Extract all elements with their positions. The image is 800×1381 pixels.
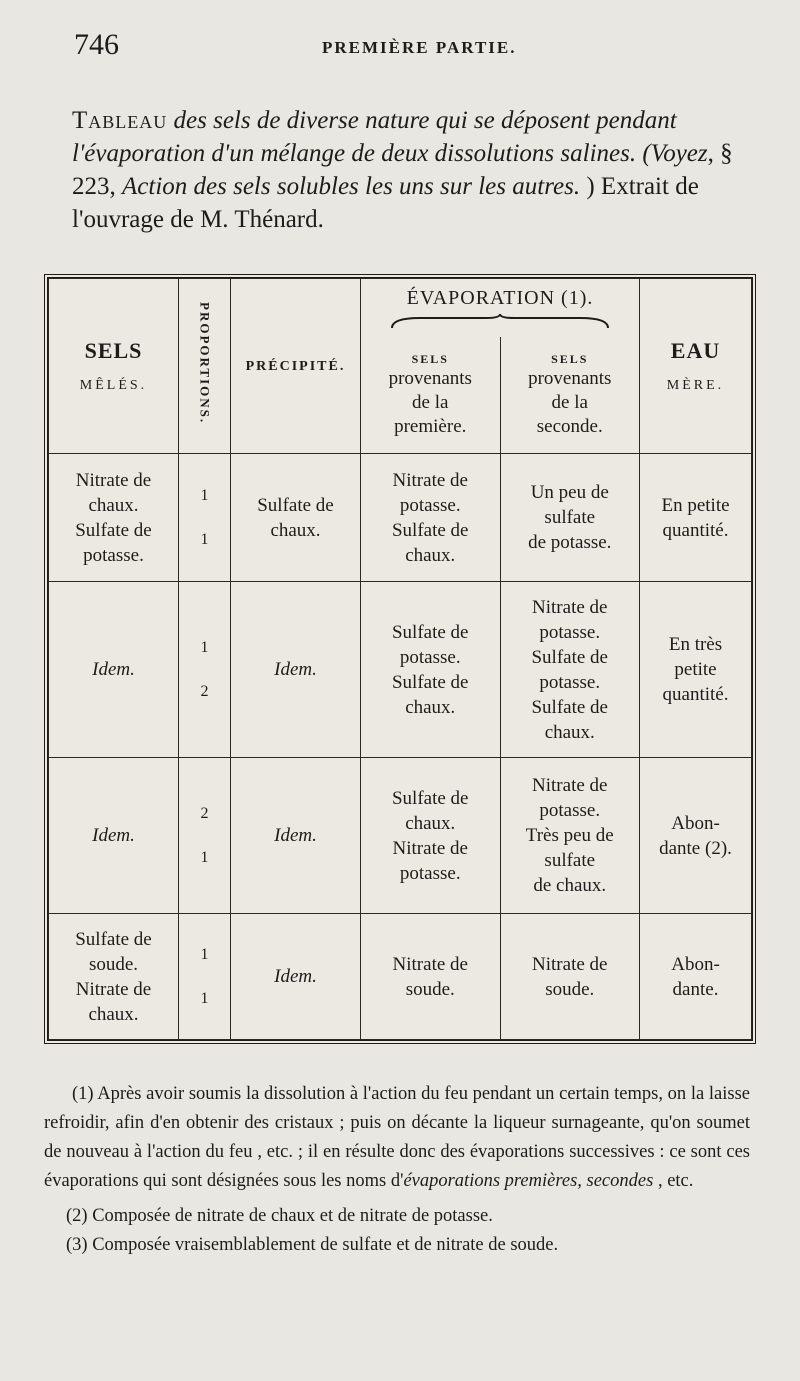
cell-precipite: Idem. [231,914,361,1040]
footnote-1-text: (1) Après avoir soumis la dissolution à l'action du feu pendant un certain temps, on la laisse refroidir, afin d'en obtenir des cristaux ; puis on décante la liqueur surnageante, qu'on soumet de nouveau à l'action du feu , etc. ; il en résulte donc des évaporations successives : ce sont ces évaporations qui sont désignées sous les noms d' [44,1084,750,1191]
cell-precipite: Idem. [231,758,361,914]
footnote-1-end: , etc. [653,1171,694,1191]
title-extract-credit: ) Extrait de l'ouvrage de M. Thénard. [72,173,699,233]
footnote-2: (2) Composée de nitrate de chaux et de nitrate de potasse. [66,1206,493,1226]
title-lead: Tableau [72,107,168,134]
header-meles-label: MÊLÉS. [79,378,148,393]
footnotes [44,1080,750,1260]
title-italic-part-1: des sels de diverse nature qui se déposent pendant l'évaporation d'un mélange de deux dissolutions salines. ( [72,107,677,167]
header-seconde-label: SELS [551,351,589,366]
header-premiere [361,337,501,454]
cell-seconde: Un peu de sulfate de potasse. [500,454,640,582]
header-precipite [231,279,361,454]
cell-precipite: Sulfate de chaux. [231,454,361,582]
cell-eau-mere: En petite quantité. [640,454,752,582]
table-row [49,454,752,582]
cell-seconde: Nitrate de potasse. Très peu de sulfate de chaux. [500,758,640,914]
cell-precipite: Idem. [231,582,361,758]
table-row [49,914,752,1040]
table-row [49,758,752,914]
header-mere-label: MÈRE. [666,378,725,393]
header-precipite-label: PRÉCIPITÉ. [245,359,346,374]
cell-sels: Idem. [49,582,179,758]
cell-proportions: 1 2 [179,582,231,758]
cell-premiere: Nitrate de soude. [361,914,501,1040]
brace-icon [390,314,610,330]
cell-proportions: 1 1 [179,454,231,582]
footnote-3: (3) Composée vraisemblablement de sulfate et de nitrate de soude. [66,1235,559,1255]
cell-seconde: Nitrate de soude. [500,914,640,1040]
header-proportions-label: PROPORTIONS. [197,302,213,425]
page-number: 746 [74,28,119,61]
title-voyez: Voyez [650,140,708,167]
title-section-ref: , § 223, [72,140,733,200]
table-header-row [49,279,752,338]
cell-sels: Idem. [49,758,179,914]
header-evaporation [361,279,640,338]
running-title: PREMIÈRE PARTIE. [322,38,517,57]
header-premiere-label: SELS [411,351,449,366]
footnote-1 [44,1080,750,1196]
cell-sels: Sulfate de soude. Nitrate de chaux. [49,914,179,1040]
cell-seconde: Nitrate de potasse. Sulfate de potasse. Sulfate de chaux. [500,582,640,758]
cell-premiere: Nitrate de potasse. Sulfate de chaux. [361,454,501,582]
header-seconde [500,337,640,454]
cell-proportions: 1 1 [179,914,231,1040]
header-evaporation-label: ÉVAPORATION (1). [406,286,594,309]
table-row [49,582,752,758]
table-title [72,104,762,236]
salts-table [48,278,752,1040]
running-head [70,28,760,64]
header-sels-label: SELS [84,338,143,363]
title-italic-part-2: Action des sels solubles les uns sur les autres. [122,173,581,200]
header-eau-label: EAU [670,338,721,363]
footnote-1-italic: évaporations premières, secondes [403,1171,654,1191]
cell-eau-mere: En très petite quantité. [640,582,752,758]
cell-eau-mere: Abon- dante. [640,914,752,1040]
header-eau-mere [640,279,752,454]
salts-table-frame [44,274,756,1044]
cell-premiere: Sulfate de chaux. Nitrate de potasse. [361,758,501,914]
cell-sels: Nitrate de chaux. Sulfate de potasse. [49,454,179,582]
header-seconde-text: provenants de la seconde. [528,367,612,437]
header-proportions [179,279,231,454]
cell-premiere: Sulfate de potasse. Sulfate de chaux. [361,582,501,758]
cell-proportions: 2 1 [179,758,231,914]
header-sels-meles [49,279,179,454]
cell-eau-mere: Abon- dante (2). [640,758,752,914]
header-premiere-text: provenants de la première. [388,367,472,437]
